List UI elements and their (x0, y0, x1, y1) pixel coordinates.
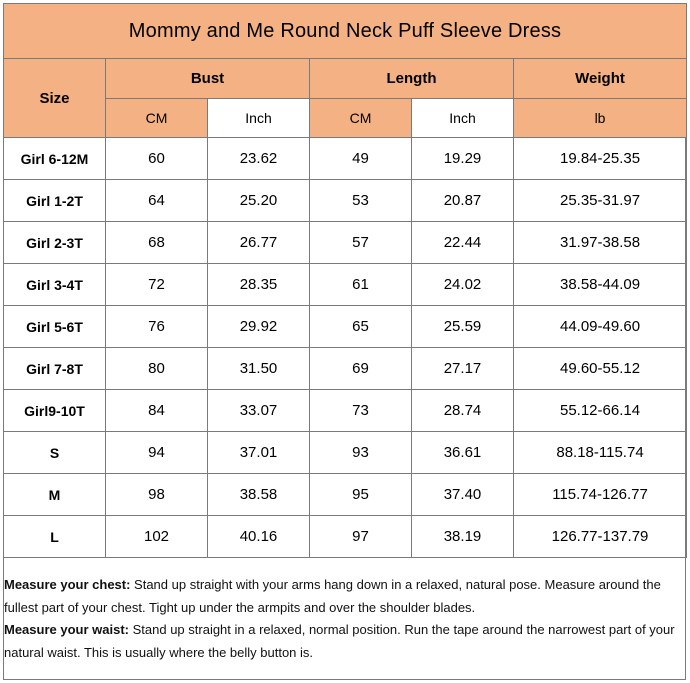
table-row (4, 516, 687, 558)
length-inch-cell: 38.19 (412, 516, 514, 558)
size-cell: Girl 3-4T (4, 264, 106, 306)
waist-note (4, 619, 684, 664)
bust-cm-cell: 68 (106, 222, 208, 264)
bust-cm-cell: 64 (106, 180, 208, 222)
weight-cell: 19.84-25.35 (514, 138, 687, 180)
length-inch-unit: Inch (412, 99, 514, 138)
length-cm-cell: 65 (310, 306, 412, 348)
table-row (4, 306, 687, 348)
table-row (4, 390, 687, 432)
bust-cm-unit: CM (106, 99, 208, 138)
bust-cm-cell: 102 (106, 516, 208, 558)
bust-inch-cell: 37.01 (208, 432, 310, 474)
size-cell: Girl 2-3T (4, 222, 106, 264)
waist-note-label: Measure your waist: (4, 622, 129, 637)
weight-header: Weight (514, 59, 687, 99)
weight-cell: 115.74-126.77 (514, 474, 687, 516)
size-cell: L (4, 516, 106, 558)
length-cm-cell: 61 (310, 264, 412, 306)
length-inch-cell: 20.87 (412, 180, 514, 222)
bust-inch-cell: 23.62 (208, 138, 310, 180)
weight-cell: 38.58-44.09 (514, 264, 687, 306)
weight-cell: 49.60-55.12 (514, 348, 687, 390)
chart-title: Mommy and Me Round Neck Puff Sleeve Dress (4, 4, 687, 59)
bust-cm-cell: 94 (106, 432, 208, 474)
bust-cm-cell: 60 (106, 138, 208, 180)
length-cm-cell: 95 (310, 474, 412, 516)
bust-inch-cell: 28.35 (208, 264, 310, 306)
length-cm-cell: 57 (310, 222, 412, 264)
length-cm-cell: 53 (310, 180, 412, 222)
size-cell: Girl9-10T (4, 390, 106, 432)
table-row (4, 348, 687, 390)
length-cm-cell: 73 (310, 390, 412, 432)
table-row (4, 432, 687, 474)
bust-inch-cell: 26.77 (208, 222, 310, 264)
bust-cm-cell: 76 (106, 306, 208, 348)
length-inch-cell: 36.61 (412, 432, 514, 474)
bust-header: Bust (106, 59, 310, 99)
length-cm-unit: CM (310, 99, 412, 138)
length-inch-cell: 37.40 (412, 474, 514, 516)
size-cell: M (4, 474, 106, 516)
chest-note-label: Measure your chest: (4, 577, 131, 592)
length-inch-cell: 19.29 (412, 138, 514, 180)
size-cell: S (4, 432, 106, 474)
bust-inch-cell: 29.92 (208, 306, 310, 348)
size-cell: Girl 1-2T (4, 180, 106, 222)
length-inch-cell: 27.17 (412, 348, 514, 390)
length-cm-cell: 97 (310, 516, 412, 558)
chest-note-text: Stand up straight with your arms hang down in a relaxed, natural pose. Measure around the fullest part of your chest. Tight up under the armpits and over the shoulder blades. (4, 577, 661, 615)
size-chart-table (3, 3, 687, 558)
table-row (4, 222, 687, 264)
waist-note-text: Stand up straight in a relaxed, normal position. Run the tape around the narrowest part of your natural waist. This is usually where the belly button is. (4, 622, 675, 660)
size-header: Size (4, 59, 106, 138)
table-row (4, 474, 687, 516)
table-row (4, 180, 687, 222)
chest-note (4, 574, 684, 619)
size-cell: Girl 5-6T (4, 306, 106, 348)
bust-inch-unit: Inch (208, 99, 310, 138)
weight-cell: 88.18-115.74 (514, 432, 687, 474)
bust-inch-cell: 31.50 (208, 348, 310, 390)
bust-inch-cell: 25.20 (208, 180, 310, 222)
weight-lb-unit: lb (514, 99, 687, 138)
length-cm-cell: 49 (310, 138, 412, 180)
table-row (4, 264, 687, 306)
weight-cell: 55.12-66.14 (514, 390, 687, 432)
size-cell: Girl 7-8T (4, 348, 106, 390)
bust-cm-cell: 72 (106, 264, 208, 306)
bust-cm-cell: 98 (106, 474, 208, 516)
measurement-notes (4, 574, 684, 664)
size-cell: Girl 6-12M (4, 138, 106, 180)
table-row (4, 138, 687, 180)
length-header: Length (310, 59, 514, 99)
bust-inch-cell: 38.58 (208, 474, 310, 516)
weight-cell: 126.77-137.79 (514, 516, 687, 558)
length-cm-cell: 69 (310, 348, 412, 390)
length-cm-cell: 93 (310, 432, 412, 474)
length-inch-cell: 25.59 (412, 306, 514, 348)
bust-inch-cell: 40.16 (208, 516, 310, 558)
bust-cm-cell: 80 (106, 348, 208, 390)
weight-cell: 25.35-31.97 (514, 180, 687, 222)
weight-cell: 44.09-49.60 (514, 306, 687, 348)
length-inch-cell: 24.02 (412, 264, 514, 306)
length-inch-cell: 28.74 (412, 390, 514, 432)
weight-cell: 31.97-38.58 (514, 222, 687, 264)
bust-inch-cell: 33.07 (208, 390, 310, 432)
bust-cm-cell: 84 (106, 390, 208, 432)
length-inch-cell: 22.44 (412, 222, 514, 264)
